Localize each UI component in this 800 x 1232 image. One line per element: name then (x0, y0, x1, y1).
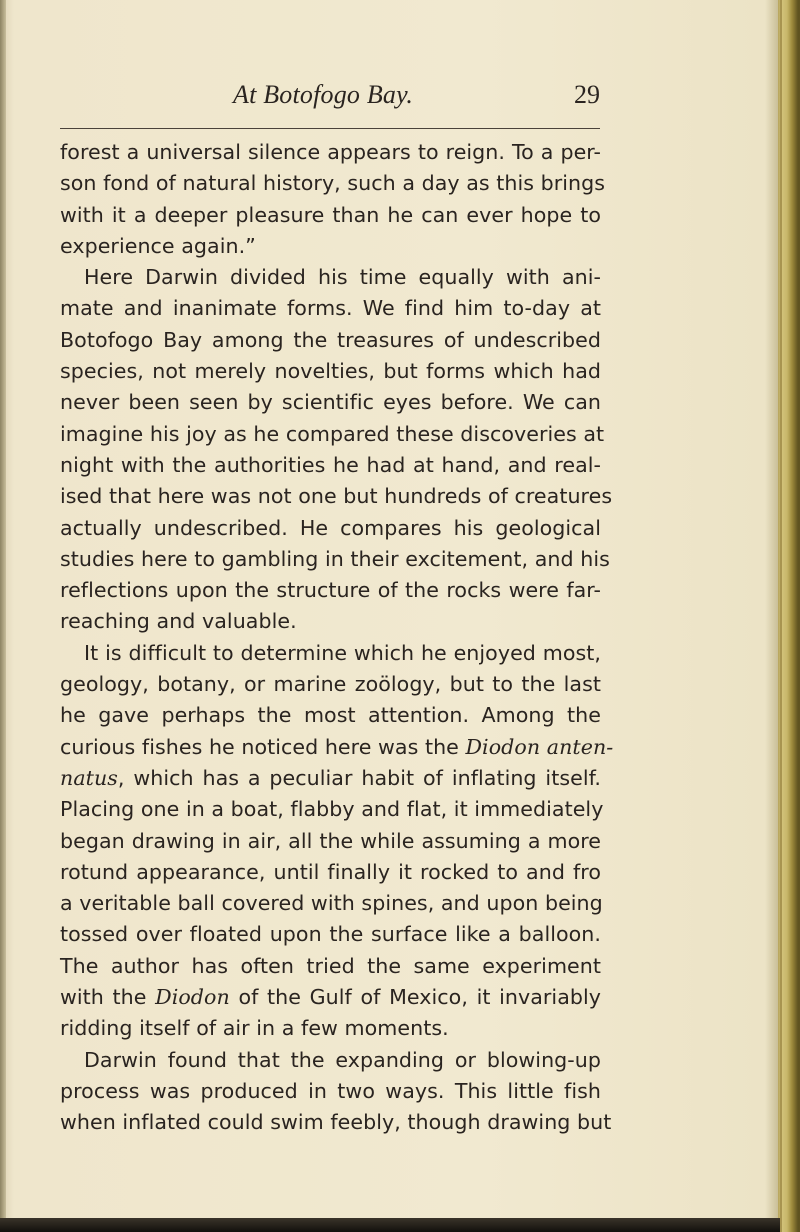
text-line: son fond of natural history, such a day as this brings (60, 171, 606, 196)
page-header (60, 80, 600, 120)
header-rule (60, 128, 600, 129)
text-line: imagine his joy as he compared these discoveries at (60, 421, 605, 446)
text-line: experience again.” (60, 233, 256, 258)
text-line: Darwin found that the expanding or blowing-up (84, 1047, 601, 1072)
text-line: when inflated could swim feebly, though drawing but (60, 1110, 612, 1135)
text-line: curious fishes he noticed here was the Diodon anten- (60, 734, 614, 759)
text-line: ised that here was not one but hundreds of creatures (60, 484, 613, 509)
text-line: with the Diodon of the Gulf of Mexico, it invariably (60, 985, 601, 1010)
text-line: never been seen by scientific eyes before. We can (60, 390, 601, 415)
text-line: It is difficult to determine which he enjoyed most, (84, 640, 601, 665)
text-line: Placing one in a boat, flabby and flat, it immediately (60, 797, 604, 822)
text-line: with it a deeper pleasure than he can ever hope to (60, 202, 601, 227)
text-line: tossed over floated upon the surface like a balloon. (60, 922, 601, 947)
genus-name: Diodon (155, 985, 230, 1010)
text-line: studies here to gambling in their excitement, and his (60, 546, 610, 571)
page-gutter-edge (0, 0, 6, 1232)
text-line: began drawing in air, all the while assuming a more (60, 828, 601, 853)
text-line: forest a universal silence appears to reign. To a per- (60, 140, 601, 164)
text-line: Here Darwin divided his time equally with ani- (84, 265, 601, 290)
body-text (60, 137, 614, 1139)
page-number: 29 (574, 80, 600, 109)
species-name: natus (60, 765, 118, 790)
text-line: Botofogo Bay among the treasures of undescribed (60, 327, 601, 352)
text-line: a veritable ball covered with spines, and upon being (60, 891, 603, 916)
text-line: actually undescribed. He compares his geological (60, 515, 601, 540)
species-name: Diodon anten- (465, 734, 614, 759)
text-line: natus, which has a peculiar habit of inflating itself. (60, 765, 601, 790)
text-line: geology, botany, or marine zoölogy, but to the last (60, 672, 601, 697)
page-bottom-shadow (0, 1218, 780, 1232)
text-line: species, not merely novelties, but forms which had (60, 359, 601, 384)
page-fore-edge (778, 0, 800, 1232)
text-line: reaching and valuable. (60, 609, 297, 634)
running-head: At Botofogo Bay. (233, 80, 414, 109)
text-line: The author has often tried the same experiment (60, 953, 601, 978)
text-line: ridding itself of air in a few moments. (60, 1016, 449, 1041)
text-line: process was produced in two ways. This little fish (60, 1078, 601, 1103)
text-line: night with the authorities he had at hand, and real- (60, 452, 601, 477)
text-line: mate and inanimate forms. We find him to-day at (60, 296, 601, 321)
text-line: he gave perhaps the most attention. Among the (60, 703, 601, 728)
text-line: rotund appearance, until finally it rocked to and fro (60, 859, 601, 884)
text-line: reflections upon the structure of the rocks were far- (60, 578, 601, 603)
